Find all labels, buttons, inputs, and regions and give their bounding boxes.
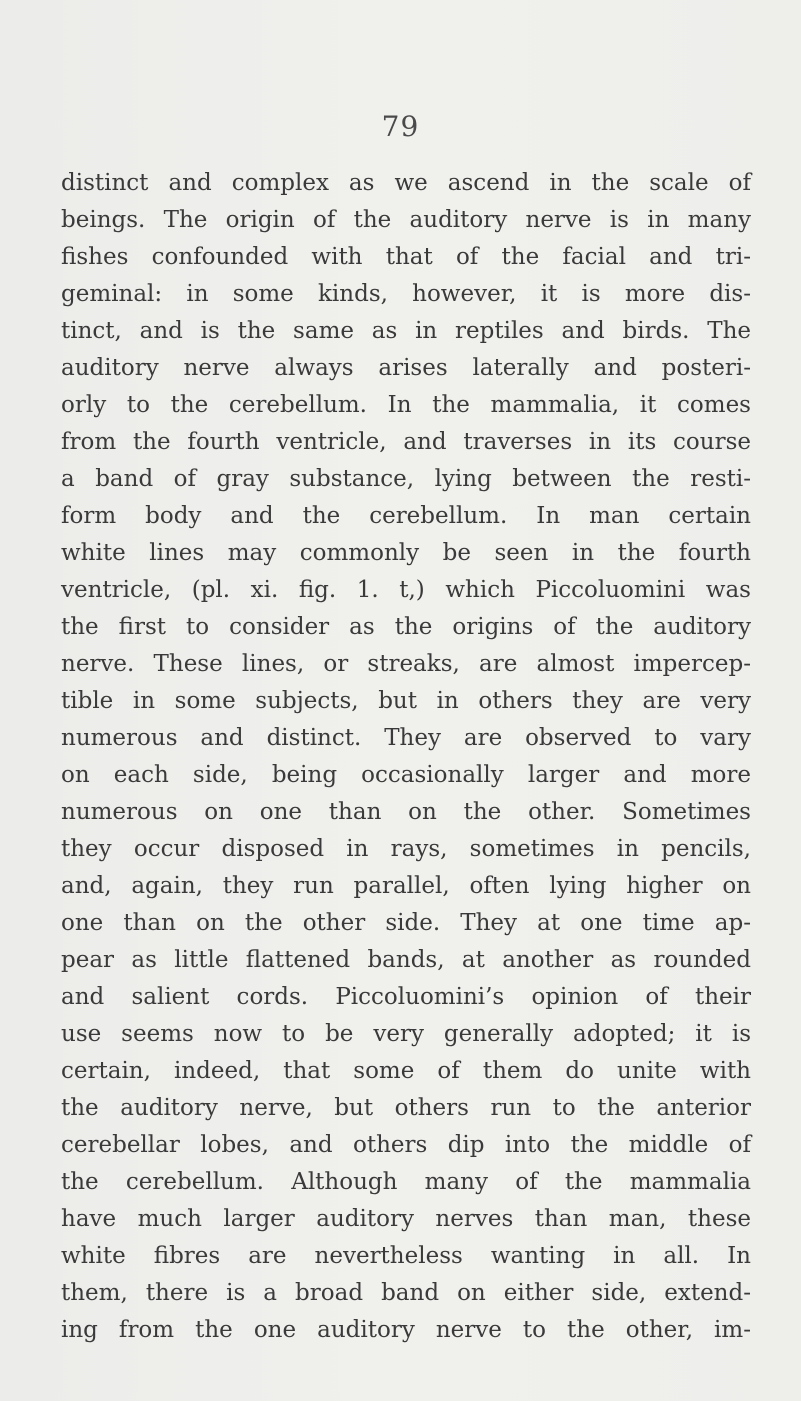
text-line: nerve. These lines, or streaks, are almost impercep-: [61, 651, 751, 677]
text-line: from the fourth ventricle, and traverses in its course: [61, 429, 751, 455]
text-line: pear as little flattened bands, at another as rounded: [61, 947, 751, 973]
text-line: auditory nerve always arises laterally and posteri-: [61, 355, 751, 381]
body-text: [61, 165, 751, 1349]
text-line: form body and the cerebellum. In man certain: [61, 503, 751, 529]
text-line: the first to consider as the origins of the auditory: [61, 614, 751, 640]
text-line: beings. The origin of the auditory nerve is in many: [61, 207, 751, 233]
text-line: orly to the cerebellum. In the mammalia, it comes: [61, 392, 751, 418]
text-line: ventricle, (pl. xi. fig. 1. t,) which Piccoluomini was: [61, 577, 751, 603]
text-line: the cerebellum. Although many of the mammalia: [61, 1169, 751, 1195]
text-line: numerous and distinct. They are observed to vary: [61, 725, 751, 751]
text-line: on each side, being occasionally larger and more: [61, 762, 751, 788]
text-line: a band of gray substance, lying between the resti-: [61, 466, 751, 492]
text-line: one than on the other side. They at one time ap-: [61, 910, 751, 936]
text-line: them, there is a broad band on either side, extend-: [61, 1280, 751, 1306]
text-line: cerebellar lobes, and others dip into the middle of: [61, 1132, 751, 1158]
text-line: certain, indeed, that some of them do unite with: [61, 1058, 751, 1084]
text-line: have much larger auditory nerves than man, these: [61, 1206, 751, 1232]
text-line: ing from the one auditory nerve to the other, im-: [61, 1317, 751, 1343]
text-line: the auditory nerve, but others run to the anterior: [61, 1095, 751, 1121]
page-number: 79: [381, 110, 420, 143]
text-line: tible in some subjects, but in others they are very: [61, 688, 751, 714]
text-line: and, again, they run parallel, often lying higher on: [61, 873, 751, 899]
text-line: white fibres are nevertheless wanting in all. In: [61, 1243, 751, 1269]
text-line: numerous on one than on the other. Sometimes: [61, 799, 751, 825]
text-line: use seems now to be very generally adopted; it is: [61, 1021, 751, 1047]
text-line: geminal: in some kinds, however, it is more dis-: [61, 281, 751, 307]
text-line: tinct, and is the same as in reptiles and birds. The: [61, 318, 751, 344]
text-line: white lines may commonly be seen in the fourth: [61, 540, 751, 566]
text-line: and salient cords. Piccoluomini’s opinion of their: [61, 984, 751, 1010]
text-line: they occur disposed in rays, sometimes in pencils,: [61, 836, 751, 862]
text-line: fishes confounded with that of the facial and tri-: [61, 244, 751, 270]
text-line: distinct and complex as we ascend in the scale of: [61, 170, 751, 196]
